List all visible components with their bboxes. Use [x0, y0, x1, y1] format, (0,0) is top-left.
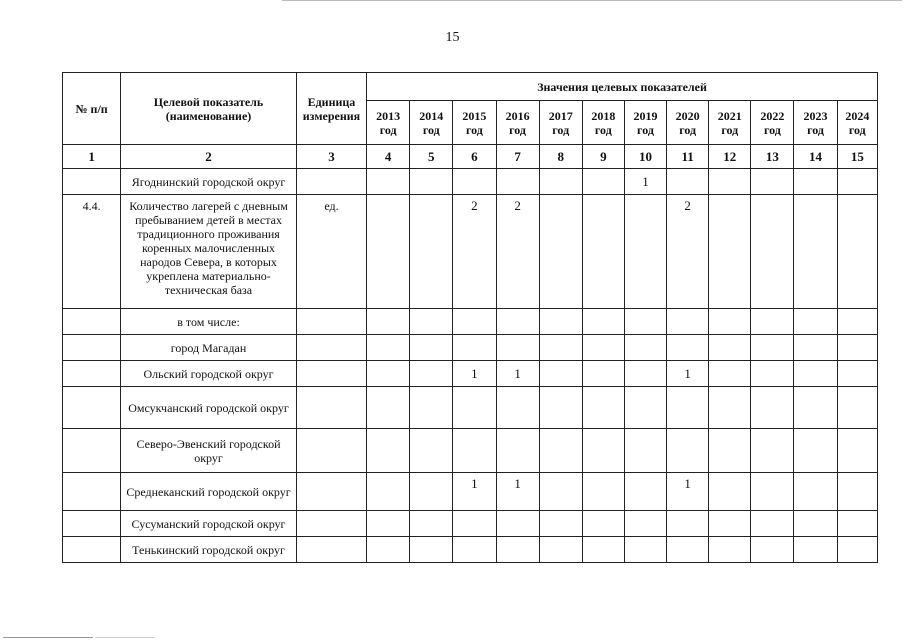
value-cell: [539, 473, 582, 511]
table-row: [63, 361, 878, 387]
value-cell: [410, 361, 453, 387]
value-cell: 1: [453, 473, 496, 511]
header-year: 2020 год: [667, 101, 709, 145]
bottom-scan-line: [3, 637, 93, 638]
unit-cell: [296, 387, 366, 429]
value-cell: [709, 169, 751, 195]
unit-cell: [296, 335, 366, 361]
value-cell: [794, 195, 837, 309]
header-year: 2018 год: [582, 101, 624, 145]
value-cell: [582, 473, 624, 511]
unit-cell: [296, 309, 366, 335]
value-cell: [624, 511, 666, 537]
value-cell: [837, 537, 877, 563]
value-cell: [709, 511, 751, 537]
value-cell: [582, 537, 624, 563]
value-cell: [410, 335, 453, 361]
value-cell: [624, 361, 666, 387]
value-cell: [453, 511, 496, 537]
column-number: 14: [794, 145, 837, 169]
value-cell: [794, 335, 837, 361]
row-number: [63, 473, 121, 511]
column-number: 11: [667, 145, 709, 169]
value-cell: [837, 169, 877, 195]
value-cell: [624, 473, 666, 511]
row-number: [63, 361, 121, 387]
value-cell: [667, 429, 709, 473]
row-number: [63, 309, 121, 335]
value-cell: [453, 335, 496, 361]
column-number: 2: [121, 145, 297, 169]
value-cell: [794, 429, 837, 473]
bottom-scan-line: [95, 637, 155, 638]
value-cell: [410, 473, 453, 511]
value-cell: [667, 511, 709, 537]
row-number: [63, 429, 121, 473]
value-cell: [624, 309, 666, 335]
value-cell: 1: [453, 361, 496, 387]
value-cell: [709, 537, 751, 563]
value-cell: [794, 309, 837, 335]
value-cell: [837, 361, 877, 387]
indicator-name: Количество лагерей с дневным пребыванием детей в местах традиционного проживания коренных малочисленных народов Севера, в которых укреплена материально-техническая база: [121, 195, 297, 309]
value-cell: [751, 387, 794, 429]
value-cell: [539, 309, 582, 335]
value-cell: [367, 361, 410, 387]
indicator-name: город Магадан: [121, 335, 297, 361]
value-cell: 2: [453, 195, 496, 309]
header-year: 2022 год: [751, 101, 794, 145]
row-number: [63, 511, 121, 537]
value-cell: [496, 335, 539, 361]
value-cell: [709, 361, 751, 387]
column-number: 1: [63, 145, 121, 169]
value-cell: [751, 537, 794, 563]
value-cell: [582, 387, 624, 429]
value-cell: [539, 537, 582, 563]
header-year: 2015 год: [453, 101, 496, 145]
page-number: 15: [445, 30, 460, 45]
value-cell: [667, 387, 709, 429]
value-cell: [453, 169, 496, 195]
table-row: [63, 169, 878, 195]
value-cell: [410, 511, 453, 537]
value-cell: [496, 429, 539, 473]
unit-cell: [296, 361, 366, 387]
header-year: 2024 год: [837, 101, 877, 145]
value-cell: [837, 429, 877, 473]
value-cell: [751, 361, 794, 387]
value-cell: [709, 387, 751, 429]
header-year: 2023 год: [794, 101, 837, 145]
value-cell: [751, 473, 794, 511]
value-cell: 1: [496, 361, 539, 387]
indicator-name: Северо-Эвенский городской округ: [121, 429, 297, 473]
value-cell: [751, 169, 794, 195]
value-cell: [367, 511, 410, 537]
table-row: [63, 511, 878, 537]
value-cell: [496, 169, 539, 195]
value-cell: [539, 511, 582, 537]
value-cell: [837, 195, 877, 309]
value-cell: [794, 361, 837, 387]
value-cell: [367, 169, 410, 195]
header-indicator: Целевой показатель (наименование): [121, 73, 297, 145]
column-number: 5: [410, 145, 453, 169]
value-cell: [794, 511, 837, 537]
value-cell: [453, 429, 496, 473]
value-cell: [751, 511, 794, 537]
value-cell: [539, 169, 582, 195]
value-cell: [410, 429, 453, 473]
value-cell: [667, 309, 709, 335]
value-cell: [582, 361, 624, 387]
column-number: 15: [837, 145, 877, 169]
value-cell: [496, 387, 539, 429]
value-cell: 1: [667, 361, 709, 387]
value-cell: [837, 309, 877, 335]
unit-cell: [296, 473, 366, 511]
value-cell: [367, 429, 410, 473]
table-row: [63, 387, 878, 429]
value-cell: [367, 195, 410, 309]
value-cell: [624, 335, 666, 361]
target-indicators-table: [62, 72, 878, 563]
value-cell: [624, 387, 666, 429]
value-cell: [453, 537, 496, 563]
unit-cell: [296, 511, 366, 537]
value-cell: [709, 429, 751, 473]
value-cell: [367, 387, 410, 429]
value-cell: [367, 335, 410, 361]
row-number: [63, 169, 121, 195]
header-unit: Единица измерения: [296, 73, 366, 145]
value-cell: [539, 195, 582, 309]
table-row: [63, 537, 878, 563]
header-no: № п/п: [63, 73, 121, 145]
value-cell: [582, 309, 624, 335]
header-year: 2017 год: [539, 101, 582, 145]
row-number: [63, 537, 121, 563]
table-row: [63, 195, 878, 309]
column-number: 3: [296, 145, 366, 169]
table-row: [63, 309, 878, 335]
value-cell: [453, 309, 496, 335]
header-year: 2019 год: [624, 101, 666, 145]
value-cell: [837, 387, 877, 429]
value-cell: [709, 335, 751, 361]
value-cell: [410, 169, 453, 195]
value-cell: [837, 473, 877, 511]
value-cell: [751, 309, 794, 335]
value-cell: [410, 387, 453, 429]
column-number: 7: [496, 145, 539, 169]
value-cell: [582, 511, 624, 537]
indicator-name: Ольский городской округ: [121, 361, 297, 387]
top-scan-line: [282, 0, 902, 1]
value-cell: [751, 195, 794, 309]
value-cell: [751, 429, 794, 473]
value-cell: [751, 335, 794, 361]
value-cell: [367, 537, 410, 563]
value-cell: [794, 169, 837, 195]
indicator-name: Среднеканский городской округ: [121, 473, 297, 511]
value-cell: [794, 537, 837, 563]
value-cell: [496, 537, 539, 563]
header-year: 2013 год: [367, 101, 410, 145]
column-number: 13: [751, 145, 794, 169]
value-cell: [367, 473, 410, 511]
row-number: [63, 387, 121, 429]
value-cell: 2: [667, 195, 709, 309]
value-cell: [794, 473, 837, 511]
unit-cell: ед.: [296, 195, 366, 309]
header-year: 2014 год: [410, 101, 453, 145]
table-row: [63, 335, 878, 361]
column-number: 12: [709, 145, 751, 169]
value-cell: [582, 335, 624, 361]
header-values-group: Значения целевых показателей: [367, 73, 878, 101]
column-number: 9: [582, 145, 624, 169]
column-number: 6: [453, 145, 496, 169]
value-cell: [709, 195, 751, 309]
indicator-name: Сусуманский городской округ: [121, 511, 297, 537]
column-number: 10: [624, 145, 666, 169]
row-number: [63, 335, 121, 361]
value-cell: [709, 309, 751, 335]
value-cell: [667, 537, 709, 563]
indicator-name: Тенькинский городской округ: [121, 537, 297, 563]
value-cell: [794, 387, 837, 429]
value-cell: 1: [496, 473, 539, 511]
row-number: 4.4.: [63, 195, 121, 309]
value-cell: [582, 429, 624, 473]
table-row: [63, 429, 878, 473]
value-cell: [667, 335, 709, 361]
value-cell: [410, 309, 453, 335]
unit-cell: [296, 537, 366, 563]
value-cell: [539, 387, 582, 429]
value-cell: [667, 169, 709, 195]
value-cell: [539, 429, 582, 473]
value-cell: [837, 511, 877, 537]
value-cell: [539, 335, 582, 361]
value-cell: [837, 335, 877, 361]
unit-cell: [296, 429, 366, 473]
value-cell: [453, 387, 496, 429]
value-cell: [709, 473, 751, 511]
value-cell: [410, 537, 453, 563]
indicator-name: в том числе:: [121, 309, 297, 335]
value-cell: [410, 195, 453, 309]
table-row: [63, 473, 878, 511]
column-number: 8: [539, 145, 582, 169]
column-number: 4: [367, 145, 410, 169]
value-cell: [367, 309, 410, 335]
value-cell: [496, 511, 539, 537]
value-cell: [624, 537, 666, 563]
value-cell: [624, 429, 666, 473]
value-cell: [582, 195, 624, 309]
unit-cell: [296, 169, 366, 195]
value-cell: [496, 309, 539, 335]
value-cell: [539, 361, 582, 387]
value-cell: 2: [496, 195, 539, 309]
header-year: 2016 год: [496, 101, 539, 145]
header-year: 2021 год: [709, 101, 751, 145]
value-cell: 1: [624, 169, 666, 195]
indicator-name: Ягоднинский городской округ: [121, 169, 297, 195]
indicator-name: Омсукчанский городской округ: [121, 387, 297, 429]
value-cell: [624, 195, 666, 309]
value-cell: [582, 169, 624, 195]
value-cell: 1: [667, 473, 709, 511]
